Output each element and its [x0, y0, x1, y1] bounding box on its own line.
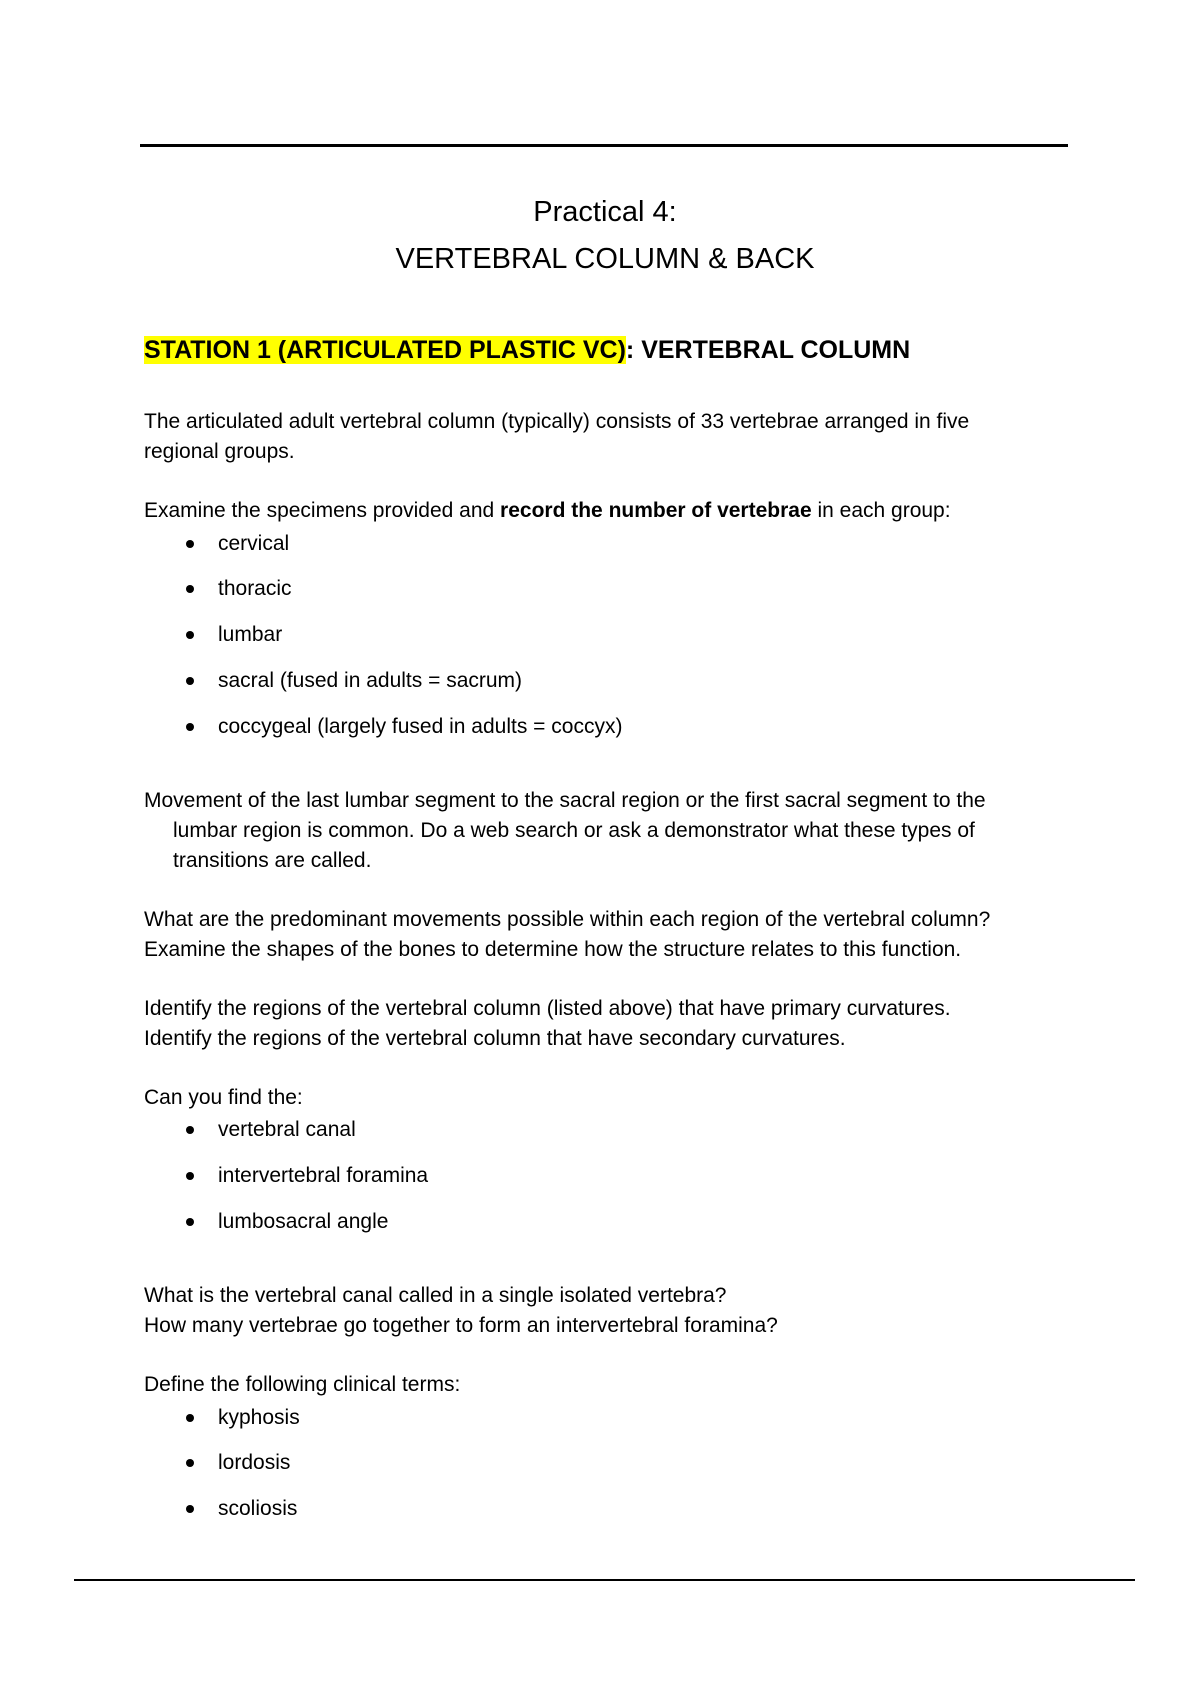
bullet-icon	[186, 585, 194, 593]
page-subtitle: VERTEBRAL COLUMN & BACK	[395, 243, 815, 275]
examine-bold: record the number of vertebrae	[500, 499, 812, 522]
list-item-text: cervical	[218, 532, 290, 555]
bullet-icon	[186, 1459, 194, 1467]
movement-paragraph-line-1: Movement of the last lumbar segment to the sacral region or the first sacral segment to the	[144, 789, 986, 812]
bullet-icon	[186, 1505, 194, 1513]
bullet-icon	[186, 677, 194, 685]
list-item-text: intervertebral foramina	[218, 1164, 429, 1187]
page-title: Practical 4:	[533, 196, 677, 228]
bullet-icon	[186, 1172, 194, 1180]
intro-paragraph-line-2: regional groups.	[144, 440, 295, 463]
examine-instruction	[144, 496, 951, 526]
movement-paragraph-line-2: lumbar region is common. Do a web search or ask a demonstrator what these types of	[173, 819, 975, 842]
bullet-icon	[186, 723, 194, 731]
station-heading-highlight: STATION 1 (ARTICULATED PLASTIC VC)	[144, 336, 626, 364]
list-item-text: sacral (fused in adults = sacrum)	[218, 669, 523, 692]
movements-question-2: Examine the shapes of the bones to determine how the structure relates to this function.	[144, 938, 962, 961]
list-item-text: coccygeal (largely fused in adults = coccyx)	[218, 715, 623, 738]
curvature-question-1: Identify the regions of the vertebral column (listed above) that have primary curvatures.	[144, 997, 951, 1020]
curvature-question-2: Identify the regions of the vertebral column that have secondary curvatures.	[144, 1027, 846, 1050]
examine-after: in each group:	[811, 499, 951, 522]
bullet-icon	[186, 1414, 194, 1422]
define-intro: Define the following clinical terms:	[144, 1373, 461, 1396]
list-item-text: kyphosis	[218, 1406, 300, 1429]
bullet-icon	[186, 540, 194, 548]
movements-question-1: What are the predominant movements possible within each region of the vertebral column?	[144, 908, 991, 931]
bottom-horizontal-rule	[74, 1579, 1135, 1581]
bullet-icon	[186, 631, 194, 639]
station-heading	[144, 333, 910, 367]
find-intro: Can you find the:	[144, 1086, 303, 1109]
list-item-text: lumbosacral angle	[218, 1210, 389, 1233]
bullet-icon	[186, 1218, 194, 1226]
list-item-text: vertebral canal	[218, 1118, 356, 1141]
examine-before: Examine the specimens provided and	[144, 499, 501, 522]
list-item-text: thoracic	[218, 577, 292, 600]
bullet-icon	[186, 1126, 194, 1134]
canal-question: What is the vertebral canal called in a single isolated vertebra?	[144, 1284, 727, 1307]
station-heading-rest: : VERTEBRAL COLUMN	[625, 336, 911, 364]
foramina-question: How many vertebrae go together to form an intervertebral foramina?	[144, 1314, 778, 1337]
top-horizontal-rule	[140, 144, 1068, 147]
movement-paragraph-line-3: transitions are called.	[173, 849, 372, 872]
intro-paragraph-line-1: The articulated adult vertebral column (typically) consists of 33 vertebrae arranged in five	[144, 410, 970, 433]
list-item-text: lordosis	[218, 1451, 291, 1474]
list-item-text: lumbar	[218, 623, 283, 646]
list-item-text: scoliosis	[218, 1497, 298, 1520]
